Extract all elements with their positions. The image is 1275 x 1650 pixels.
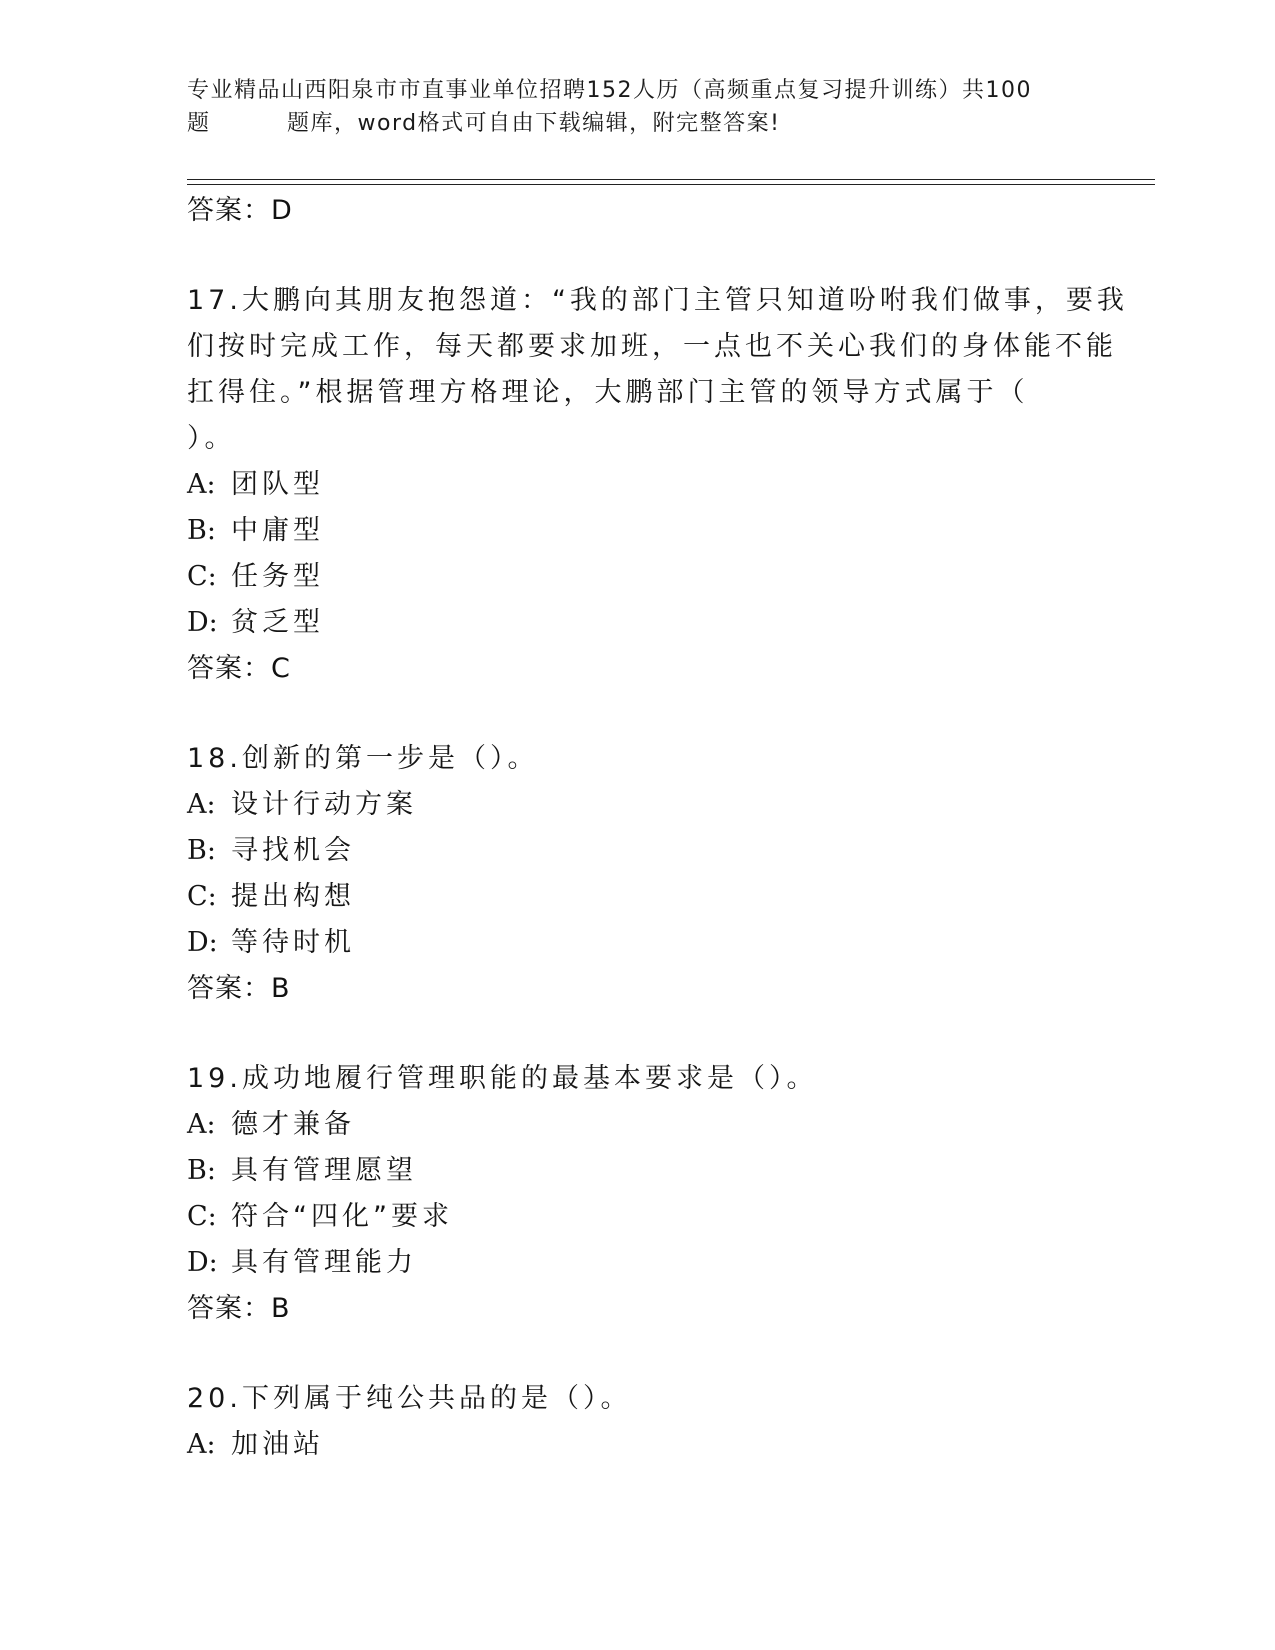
option-b bbox=[187, 828, 1107, 874]
question-stem-line: 扛得住。”根据管理方格理论，大鹏部门主管的领导方式属于（ bbox=[187, 377, 1029, 408]
header-subtitle-prefix: 题 bbox=[187, 111, 211, 136]
document-header bbox=[187, 74, 1087, 140]
option-a bbox=[187, 782, 1107, 828]
question-stem-line: 17.大鹏向其朋友抱怨道：“我的部门主管只知道吩咐我们做事，要我 bbox=[187, 285, 1128, 316]
option-d bbox=[187, 600, 1107, 646]
question-content bbox=[187, 188, 1128, 1468]
header-title-line: 专业精品山西阳泉市市直事业单位招聘152人历（高频重点复习提升训练）共100 bbox=[187, 78, 1032, 103]
question-answer: 答案：B bbox=[187, 1293, 291, 1324]
spacer bbox=[187, 692, 1107, 736]
option-text: 等待时机 bbox=[231, 927, 355, 958]
option-letter: B: bbox=[187, 515, 216, 546]
option-a bbox=[187, 1102, 1107, 1148]
option-letter: C: bbox=[187, 881, 217, 912]
header-subtitle-text: 题库，word格式可自由下载编辑，附完整答案! bbox=[287, 111, 781, 136]
option-letter: A: bbox=[187, 789, 216, 820]
spacer bbox=[187, 234, 1107, 278]
option-text: 具有管理愿望 bbox=[231, 1155, 417, 1186]
option-d bbox=[187, 920, 1107, 966]
option-text: 任务型 bbox=[231, 561, 324, 592]
previous-answer: 答案：D bbox=[187, 195, 293, 226]
option-text: 加油站 bbox=[231, 1429, 324, 1460]
question-answer: 答案：C bbox=[187, 653, 291, 684]
question-stem-line: 18.创新的第一步是（）。 bbox=[187, 743, 539, 774]
option-c bbox=[187, 1194, 1107, 1240]
spacer bbox=[187, 1012, 1107, 1056]
question-block bbox=[187, 278, 1128, 692]
header-divider-bottom bbox=[187, 184, 1155, 185]
question-block bbox=[187, 736, 1107, 1012]
option-text: 中庸型 bbox=[231, 515, 324, 546]
question-stem-line: ）。 bbox=[187, 423, 236, 454]
option-text: 团队型 bbox=[231, 469, 324, 500]
option-letter: D: bbox=[187, 927, 218, 958]
question-stem-line: 们按时完成工作，每天都要求加班，一点也不关心我们的身体能不能 bbox=[187, 331, 1117, 362]
option-text: 符合“四化”要求 bbox=[231, 1201, 453, 1232]
option-text: 设计行动方案 bbox=[231, 789, 417, 820]
option-letter: B: bbox=[187, 835, 216, 866]
header-subtitle-line bbox=[187, 107, 1087, 140]
option-letter: C: bbox=[187, 561, 217, 592]
option-letter: B: bbox=[187, 1155, 216, 1186]
spacer bbox=[187, 1332, 1107, 1376]
question-stem-line: 20.下列属于纯公共品的是（）。 bbox=[187, 1383, 632, 1414]
option-text: 提出构想 bbox=[231, 881, 355, 912]
option-a bbox=[187, 1422, 1107, 1468]
question-block bbox=[187, 1056, 1107, 1332]
option-text: 贫乏型 bbox=[231, 607, 324, 638]
option-c bbox=[187, 554, 1107, 600]
option-letter: A: bbox=[187, 1109, 216, 1140]
option-c bbox=[187, 874, 1107, 920]
option-b bbox=[187, 1148, 1107, 1194]
header-divider-top bbox=[187, 179, 1155, 180]
option-letter: A: bbox=[187, 1429, 216, 1460]
question-answer: 答案：B bbox=[187, 973, 291, 1004]
option-d bbox=[187, 1240, 1107, 1286]
option-letter: C: bbox=[187, 1201, 217, 1232]
option-text: 寻找机会 bbox=[231, 835, 355, 866]
option-text: 具有管理能力 bbox=[231, 1247, 417, 1278]
option-a bbox=[187, 462, 1107, 508]
option-letter: D: bbox=[187, 607, 218, 638]
option-letter: A: bbox=[187, 469, 216, 500]
question-block bbox=[187, 1376, 1107, 1468]
option-text: 德才兼备 bbox=[231, 1109, 355, 1140]
option-letter: D: bbox=[187, 1247, 218, 1278]
question-stem-line: 19.成功地履行管理职能的最基本要求是（）。 bbox=[187, 1063, 818, 1094]
option-b bbox=[187, 508, 1107, 554]
